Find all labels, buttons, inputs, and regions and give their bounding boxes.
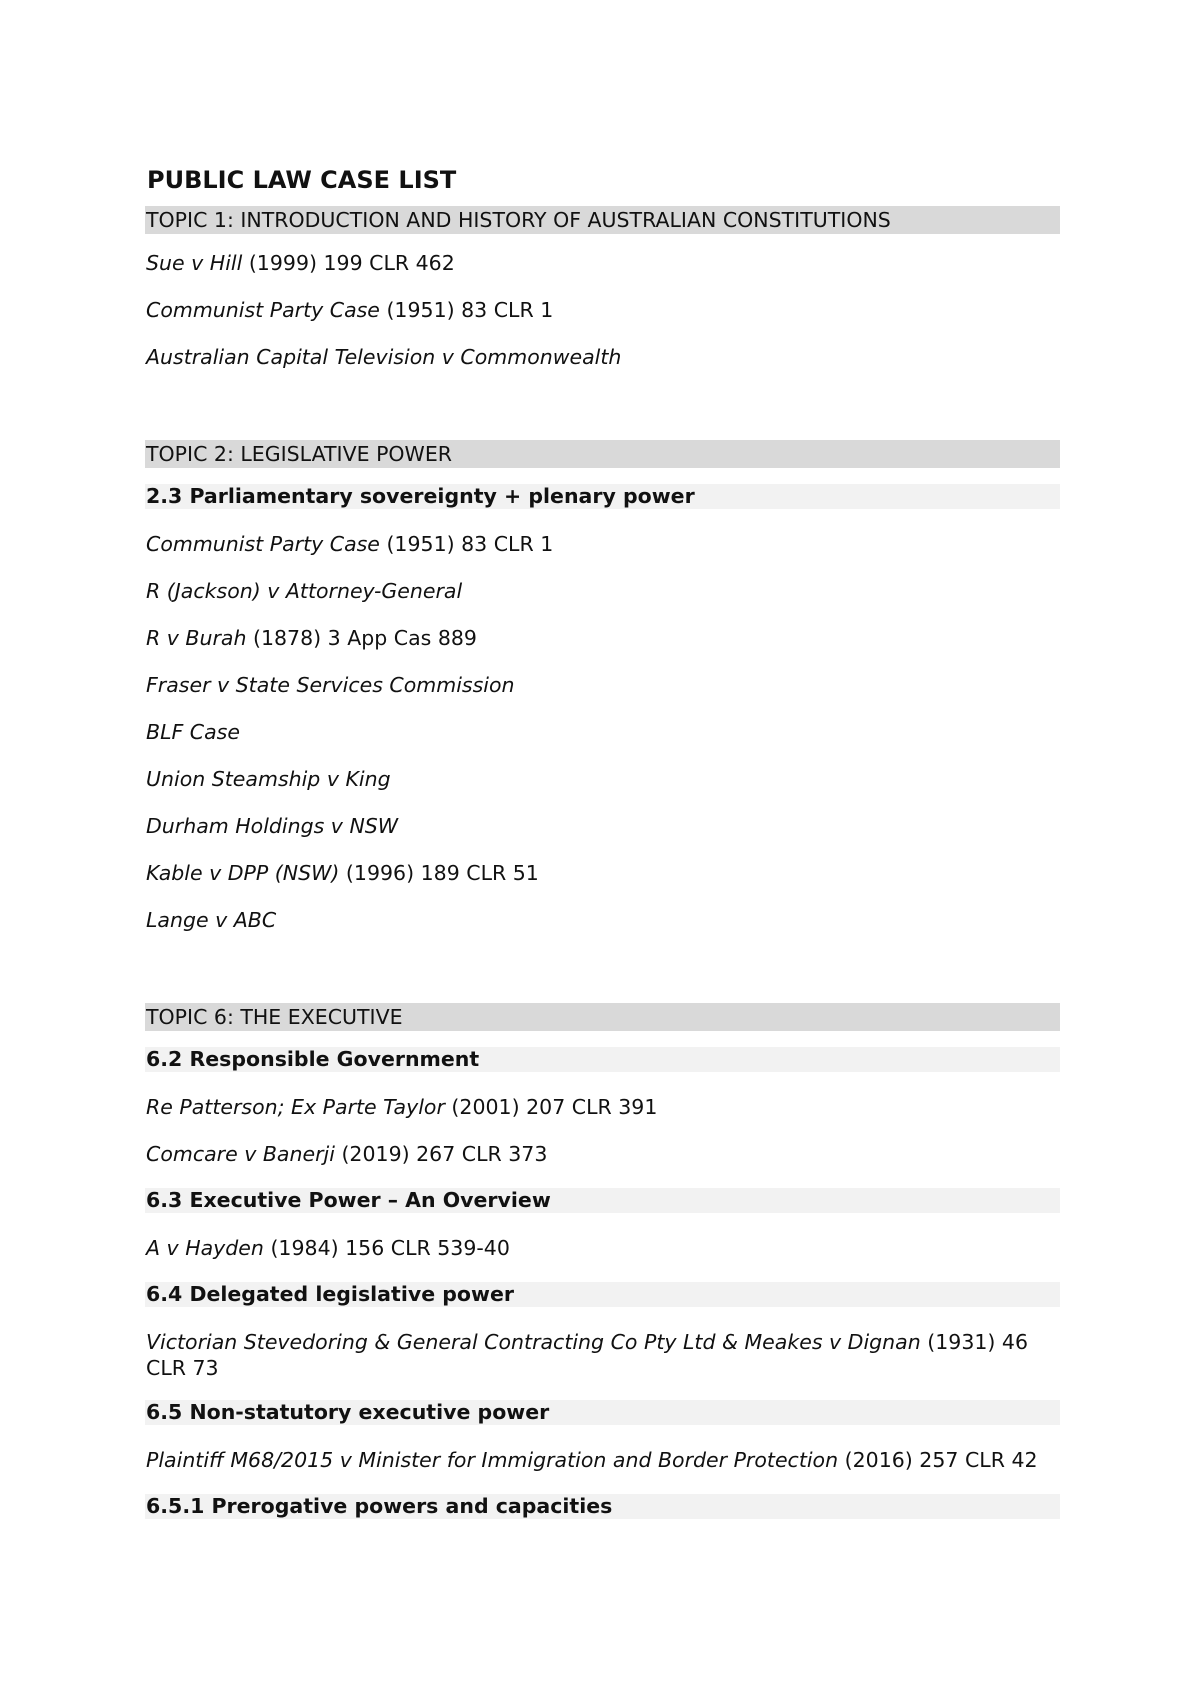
section-spacer [145,391,1060,440]
case-entry [145,672,1060,698]
case-name: Durham Holdings v NSW [146,814,399,838]
case-entry [145,250,1060,276]
case-entry [145,578,1060,604]
case-citation: (1951) 83 CLR 1 [379,532,554,556]
case-entry [145,860,1060,886]
case-citation: (1931) 46 CLR 73 [146,1330,1029,1380]
case-citation: (2016) 257 CLR 42 [838,1448,1038,1472]
case-name: R (Jackson) v Attorney-General [146,579,463,603]
case-name: Lange v ABC [146,908,277,932]
case-name: A v Hayden [146,1236,264,1260]
case-citation: (1984) 156 CLR 539-40 [263,1236,510,1260]
case-entry [145,1141,1060,1167]
case-entry [145,1235,1060,1261]
case-entry [145,1329,1060,1381]
case-name: Victorian Stevedoring & General Contracting Co Pty Ltd & Meakes v Dignan [146,1330,921,1354]
case-citation: (2001) 207 CLR 391 [444,1095,658,1119]
case-entry [145,813,1060,839]
topic-heading: TOPIC 2: LEGISLATIVE POWER [145,440,1060,468]
case-citation: (1951) 83 CLR 1 [379,298,554,322]
case-entry [145,1094,1060,1120]
subsection-heading: 6.2 Responsible Government [145,1047,1060,1072]
topic-heading: TOPIC 1: INTRODUCTION AND HISTORY OF AUSTRALIAN CONSTITUTIONS [145,206,1060,234]
document-title: PUBLIC LAW CASE LIST [147,166,457,194]
case-name: Communist Party Case [146,298,380,322]
case-entry [145,297,1060,323]
case-citation: (1878) 3 App Cas 889 [246,626,477,650]
case-entry [145,531,1060,557]
case-name: BLF Case [146,720,240,744]
subsection-heading: 6.4 Delegated legislative power [145,1282,1060,1307]
subsection-heading: 2.3 Parliamentary sovereignty + plenary power [145,484,1060,509]
case-name: Plaintiff M68/2015 v Minister for Immigration and Border Protection [146,1448,839,1472]
case-name: Re Patterson; Ex Parte Taylor [146,1095,445,1119]
case-entry [145,1447,1060,1473]
case-entry [145,907,1060,933]
case-entry [145,766,1060,792]
subsection-heading: 6.5.1 Prerogative powers and capacities [145,1494,1060,1519]
document-page [145,160,1060,1541]
case-entry [145,719,1060,745]
topic-heading: TOPIC 6: THE EXECUTIVE [145,1003,1060,1031]
case-citation: (1996) 189 CLR 51 [339,861,539,885]
case-entry [145,344,1060,370]
case-name: R v Burah [146,626,247,650]
case-name: Sue v Hill [146,251,243,275]
case-name: Comcare v Banerji [146,1142,335,1166]
section-spacer [145,954,1060,1003]
case-name: Australian Capital Television v Commonwealth [146,345,622,369]
case-name: Kable v DPP (NSW) [146,861,340,885]
case-citation: (1999) 199 CLR 462 [242,251,455,275]
subsection-heading: 6.5 Non-statutory executive power [145,1400,1060,1425]
case-name: Communist Party Case [146,532,380,556]
case-name: Union Steamship v King [146,767,391,791]
case-entry [145,625,1060,651]
case-name: Fraser v State Services Commission [146,673,515,697]
subsection-heading: 6.3 Executive Power – An Overview [145,1188,1060,1213]
case-citation: (2019) 267 CLR 373 [334,1142,548,1166]
